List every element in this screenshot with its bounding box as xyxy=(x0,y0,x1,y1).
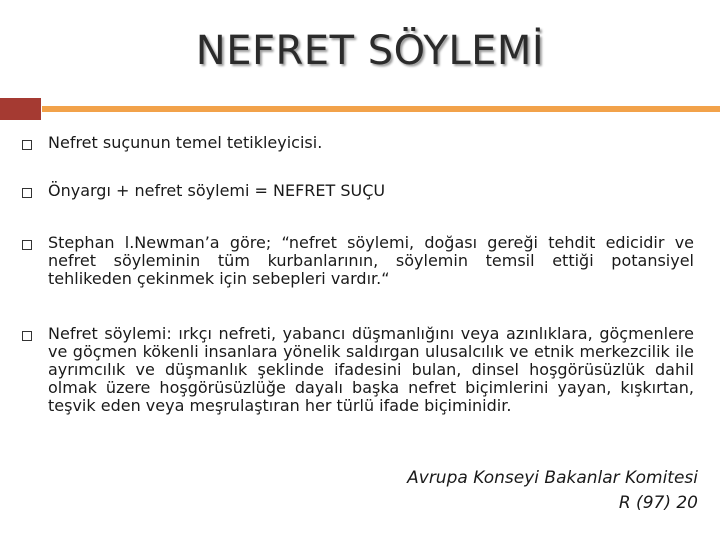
bullet-item-4: Nefret söylemi: ırkçı nefreti, yabancı düşmanlığını veya azınlıklara, göçmenlere ve göçmen kökenli insanlara yönelik saldırgan ulusalcılık ve etnik merkezcilik ile ayrımcılık ve düşmanlık şeklinde ifadesini bulan, dinsel hoşgörüsüzlük dahil olmak üzere hoşgörüsüzlüğe dayalı başka nefret biçimlerini yayan, kışkırtan, teşvik eden veya meşrulaştıran her türlü ifade biçiminidir. xyxy=(48,324,694,415)
bullet-item-2: Önyargı + nefret söylemi = NEFRET SUÇU xyxy=(48,181,386,200)
square-bullet-icon xyxy=(22,331,32,341)
bullet-item-1: Nefret suçunun temel tetikleyicisi. xyxy=(48,133,323,152)
square-bullet-icon xyxy=(22,140,32,150)
source-citation xyxy=(407,466,698,516)
bullet-item-3: Stephan l.Newman’a göre; “nefret söylemi, doğası gereği tehdit edicidir ve nefret söyleminin tüm kurbanlarının, söylemin temsil ettiği potansiyel tehlikeden çekinmek için sebepleri vardır.“ xyxy=(48,233,694,288)
source-line-2: R (97) 20 xyxy=(618,493,698,513)
square-bullet-icon xyxy=(22,240,32,250)
slide-title: NEFRET SÖYLEMİ xyxy=(195,28,545,74)
source-line-1: Avrupa Konseyi Bakanlar Komitesi xyxy=(407,468,698,488)
square-bullet-icon xyxy=(22,188,32,198)
